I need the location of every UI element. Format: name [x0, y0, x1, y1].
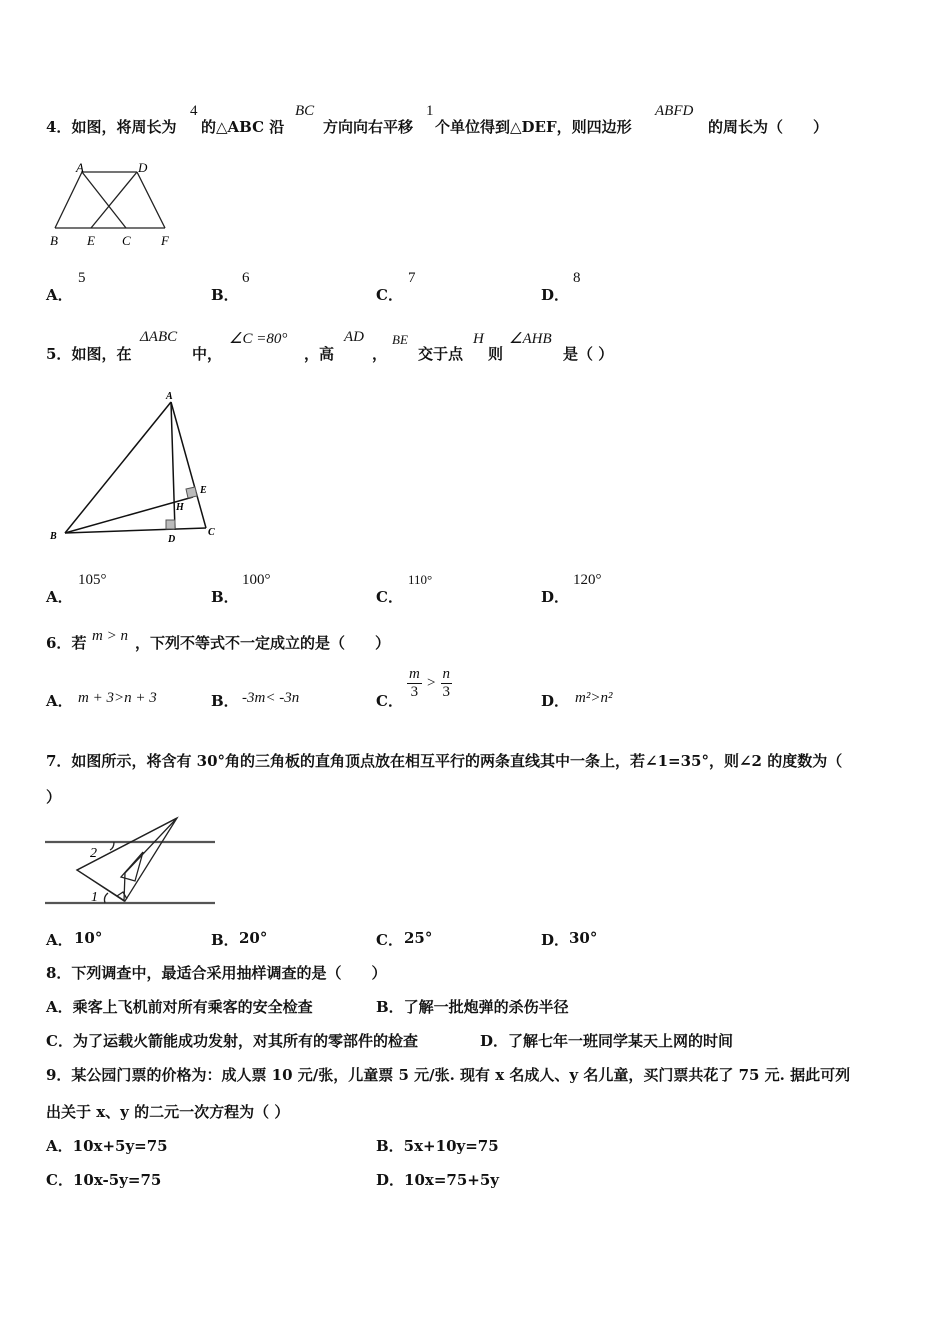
option-b-value: 6 — [242, 270, 250, 286]
point-label-e: E — [200, 485, 207, 496]
q9-stem-line1: 9．某公园门票的价格为：成人票 10 元/张，儿童票 5 元/张. 现有 x 名成人、y 名儿童，买门票共花了 75 元. 据此可列 — [46, 1066, 851, 1084]
option-b-letter: B． — [211, 286, 239, 304]
option-b-letter: B． — [211, 588, 239, 606]
stem-text: 的△ABC 沿 — [201, 118, 285, 136]
point-label-b: B — [50, 531, 57, 542]
option-d-value: 120° — [573, 572, 602, 588]
q5-triangle-figure — [45, 385, 235, 550]
stem-text: 个单位得到△DEF，则四边形 — [435, 118, 632, 136]
numerator: n — [442, 666, 450, 682]
option-a-letter: A． — [46, 588, 73, 606]
stem-text: 则 — [488, 345, 504, 363]
stem-text: ， — [372, 345, 388, 363]
math-term: BE — [392, 332, 408, 347]
math-term: 4 — [190, 103, 198, 119]
math-term: H — [473, 331, 484, 347]
point-label-f: F — [161, 233, 169, 248]
option-b-letter: B． — [211, 931, 239, 949]
q8-stem: 8．下列调查中，最适合采用抽样调查的是（ ） — [46, 964, 387, 982]
point-label-a: A — [76, 160, 84, 175]
option-b-letter: B． — [211, 692, 239, 710]
fraction-n-over-3 — [441, 666, 453, 701]
option-d-value: 30° — [569, 929, 598, 947]
question-number: 6． — [46, 634, 72, 652]
stem-text: 如图，在 — [71, 345, 132, 363]
stem-text: 方向向右平移 — [323, 118, 414, 136]
q9-stem-line2: 出关于 x、y 的二元一次方程为（ ） — [46, 1103, 290, 1121]
angle-label-1: 1 — [91, 890, 98, 905]
stem-text: 如图，将周长为 — [71, 118, 177, 136]
q4-translation-figure — [45, 160, 185, 252]
option-a-value: 5 — [78, 270, 86, 286]
q8-option-c: C．为了运载火箭能成功发射，对其所有的零部件的检查 — [46, 1032, 418, 1050]
option-b-value: 100° — [242, 572, 271, 588]
q8-option-a: A．乘客上飞机前对所有乘客的安全检查 — [46, 998, 313, 1016]
option-a-value: m + 3>n + 3 — [78, 690, 157, 706]
numerator: m — [409, 666, 420, 682]
option-a-value: 10° — [74, 929, 103, 947]
option-c-letter: C． — [376, 588, 403, 606]
q4-stem — [46, 116, 176, 137]
greater-than: > — [426, 675, 436, 691]
stem-text: 中， — [192, 345, 223, 363]
stem-text: 是（ ） — [563, 345, 614, 363]
q9-option-a: A．10x+5y=75 — [46, 1137, 168, 1155]
q7-stem-line2: ） — [46, 788, 62, 806]
question-number: 5． — [46, 345, 72, 363]
q8-option-d: D．了解七年一班同学某天上网的时间 — [480, 1032, 734, 1050]
point-label-c: C — [208, 527, 215, 538]
option-b-value: -3m< -3n — [242, 690, 300, 706]
q9-option-b: B．5x+10y=75 — [376, 1137, 499, 1155]
stem-text: 交于点 — [418, 345, 464, 363]
math-term: ΔABC — [140, 329, 178, 345]
q9-option-c: C．10x-5y=75 — [46, 1171, 162, 1189]
option-d-letter: D． — [541, 588, 570, 606]
option-a-letter: A． — [46, 286, 73, 304]
option-b-value: 20° — [239, 929, 268, 947]
math-term: ∠AHB — [509, 331, 552, 347]
option-d-letter: D． — [541, 286, 570, 304]
option-c-letter: C． — [376, 931, 403, 949]
point-label-h: H — [176, 502, 184, 513]
option-d-letter: D． — [541, 931, 570, 949]
point-label-a: A — [166, 391, 173, 402]
stem-text: ，下列不等式不一定成立的是（ ） — [135, 634, 391, 652]
option-a-letter: A． — [46, 931, 73, 949]
q7-set-square-figure — [45, 815, 220, 910]
question-number: 4． — [46, 118, 72, 136]
fraction-m-over-3 — [407, 666, 422, 701]
angle-label-2: 2 — [90, 846, 97, 861]
option-d-letter: D． — [541, 692, 570, 710]
q9-option-d: D．10x=75+5y — [376, 1171, 499, 1189]
stem-text: 若 — [71, 634, 87, 652]
point-label-c: C — [122, 233, 131, 248]
denominator: 3 — [410, 684, 419, 700]
option-c-letter: C． — [376, 692, 403, 710]
q5-stem — [46, 343, 131, 364]
q6-stem — [46, 632, 86, 653]
stem-text: ，高 — [304, 345, 335, 363]
math-term: AD — [344, 329, 364, 345]
option-c-fraction-expression — [407, 666, 452, 701]
stem-text: 的周长为（ ） — [708, 118, 829, 136]
math-term: m > n — [92, 628, 128, 644]
option-a-value: 105° — [78, 572, 107, 588]
option-c-letter: C． — [376, 286, 403, 304]
math-term: ABFD — [655, 103, 694, 119]
point-label-d: D — [168, 534, 176, 545]
math-term: ∠C =80° — [229, 331, 288, 347]
q8-option-b: B．了解一批炮弹的杀伤半径 — [376, 998, 569, 1016]
point-label-d: D — [138, 160, 148, 175]
option-c-value: 25° — [404, 929, 433, 947]
option-c-value: 7 — [408, 270, 416, 286]
option-d-value: m²>n² — [575, 690, 613, 706]
math-term: BC — [295, 103, 315, 119]
point-label-b: B — [50, 233, 58, 248]
q7-stem-line1: 7．如图所示，将含有 30°角的三角板的直角顶点放在相互平行的两条直线其中一条上，若∠1=35°，则∠2 的度数为（ — [46, 752, 843, 770]
point-label-e: E — [87, 233, 95, 248]
option-a-letter: A． — [46, 692, 73, 710]
math-term: 1 — [426, 103, 434, 119]
denominator: 3 — [442, 684, 450, 700]
option-c-value: 110° — [408, 572, 433, 587]
option-d-value: 8 — [573, 270, 581, 286]
